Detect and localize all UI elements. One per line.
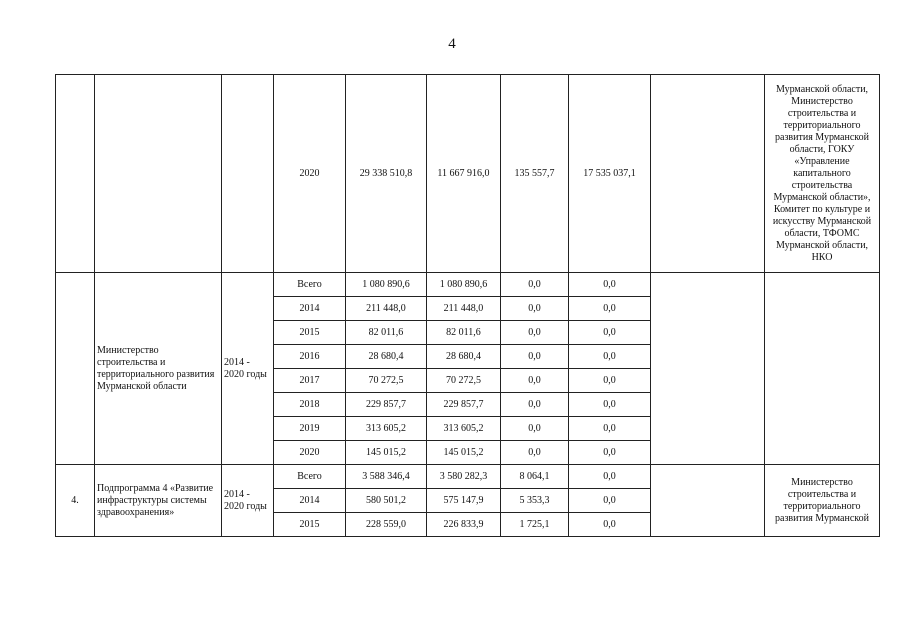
- cell-value-2: 575 147,9: [427, 489, 501, 513]
- cell-blank: [651, 75, 765, 273]
- cell-value-3: 1 725,1: [501, 513, 569, 537]
- cell-value-2: 11 667 916,0: [427, 75, 501, 273]
- cell-value-3: 0,0: [501, 273, 569, 297]
- cell-total: 82 011,6: [346, 321, 427, 345]
- cell-responsible-empty: [765, 273, 880, 465]
- cell-total: 3 588 346,4: [346, 465, 427, 489]
- cell-total: 313 605,2: [346, 417, 427, 441]
- cell-value-4: 17 535 037,1: [569, 75, 651, 273]
- cell-name: Подпрограмма 4 «Развитие инфраструктуры системы здравоохранения»: [95, 465, 222, 537]
- cell-total: 228 559,0: [346, 513, 427, 537]
- cell-total: 580 501,2: [346, 489, 427, 513]
- budget-table: [55, 74, 880, 537]
- cell-value-4: 0,0: [569, 345, 651, 369]
- cell-value-3: 0,0: [501, 369, 569, 393]
- cell-period: 2014 - 2020 годы: [222, 465, 274, 537]
- cell-value-3: 8 064,1: [501, 465, 569, 489]
- cell-value-3: 0,0: [501, 297, 569, 321]
- cell-number-empty: [56, 273, 95, 465]
- cell-value-4: 0,0: [569, 513, 651, 537]
- cell-total: 211 448,0: [346, 297, 427, 321]
- cell-total: 145 015,2: [346, 441, 427, 465]
- cell-blank: [651, 465, 765, 537]
- cell-year: 2017: [274, 369, 346, 393]
- cell-value-4: 0,0: [569, 393, 651, 417]
- cell-value-2: 211 448,0: [427, 297, 501, 321]
- cell-value-3: 0,0: [501, 321, 569, 345]
- cell-name: Министерство строительства и территориального развития Мурманской области: [95, 273, 222, 465]
- page-number: 4: [448, 36, 456, 52]
- cell-value-4: 0,0: [569, 465, 651, 489]
- cell-year: 2018: [274, 393, 346, 417]
- table-row-top-2020: [56, 75, 880, 273]
- cell-value-2: 70 272,5: [427, 369, 501, 393]
- cell-responsible: Министерство строительства и территориального развития Мурманской: [765, 465, 880, 537]
- cell-value-3: 0,0: [501, 441, 569, 465]
- cell-value-4: 0,0: [569, 489, 651, 513]
- cell-value-2: 28 680,4: [427, 345, 501, 369]
- table-row-subprogram-total: [56, 465, 880, 489]
- cell-blank: [651, 273, 765, 465]
- cell-number: 4.: [56, 465, 95, 537]
- cell-value-3: 0,0: [501, 417, 569, 441]
- cell-total: 28 680,4: [346, 345, 427, 369]
- cell-value-4: 0,0: [569, 273, 651, 297]
- cell-value-4: 0,0: [569, 369, 651, 393]
- cell-name-empty: [95, 75, 222, 273]
- cell-value-2: 1 080 890,6: [427, 273, 501, 297]
- cell-responsible: Мурманской области, Министерство строительства и территориального развития Мурманской области, ГОКУ «Управление капитального строительства Мурманской области», Комитет по культуре и искусству Мурманской области, ТФОМС Мурманской области, НКО: [765, 75, 880, 273]
- cell-value-3: 5 353,3: [501, 489, 569, 513]
- cell-value-2: 229 857,7: [427, 393, 501, 417]
- cell-year: Всего: [274, 273, 346, 297]
- cell-value-4: 0,0: [569, 297, 651, 321]
- cell-value-2: 226 833,9: [427, 513, 501, 537]
- cell-value-2: 82 011,6: [427, 321, 501, 345]
- cell-period-empty: [222, 75, 274, 273]
- cell-year: 2020: [274, 75, 346, 273]
- cell-value-2: 313 605,2: [427, 417, 501, 441]
- cell-value-4: 0,0: [569, 417, 651, 441]
- cell-value-3: 135 557,7: [501, 75, 569, 273]
- cell-year: 2014: [274, 297, 346, 321]
- cell-value-4: 0,0: [569, 321, 651, 345]
- cell-year: 2020: [274, 441, 346, 465]
- cell-value-3: 0,0: [501, 393, 569, 417]
- cell-year: 2015: [274, 321, 346, 345]
- cell-total: 229 857,7: [346, 393, 427, 417]
- table-row-ministry-total: [56, 273, 880, 297]
- cell-year: 2016: [274, 345, 346, 369]
- cell-value-4: 0,0: [569, 441, 651, 465]
- cell-year: 2019: [274, 417, 346, 441]
- cell-value-2: 3 580 282,3: [427, 465, 501, 489]
- cell-total: 29 338 510,8: [346, 75, 427, 273]
- cell-value-2: 145 015,2: [427, 441, 501, 465]
- cell-total: 1 080 890,6: [346, 273, 427, 297]
- cell-total: 70 272,5: [346, 369, 427, 393]
- cell-year: 2014: [274, 489, 346, 513]
- cell-number-empty: [56, 75, 95, 273]
- cell-value-3: 0,0: [501, 345, 569, 369]
- cell-year: 2015: [274, 513, 346, 537]
- cell-year: Всего: [274, 465, 346, 489]
- cell-period: 2014 - 2020 годы: [222, 273, 274, 465]
